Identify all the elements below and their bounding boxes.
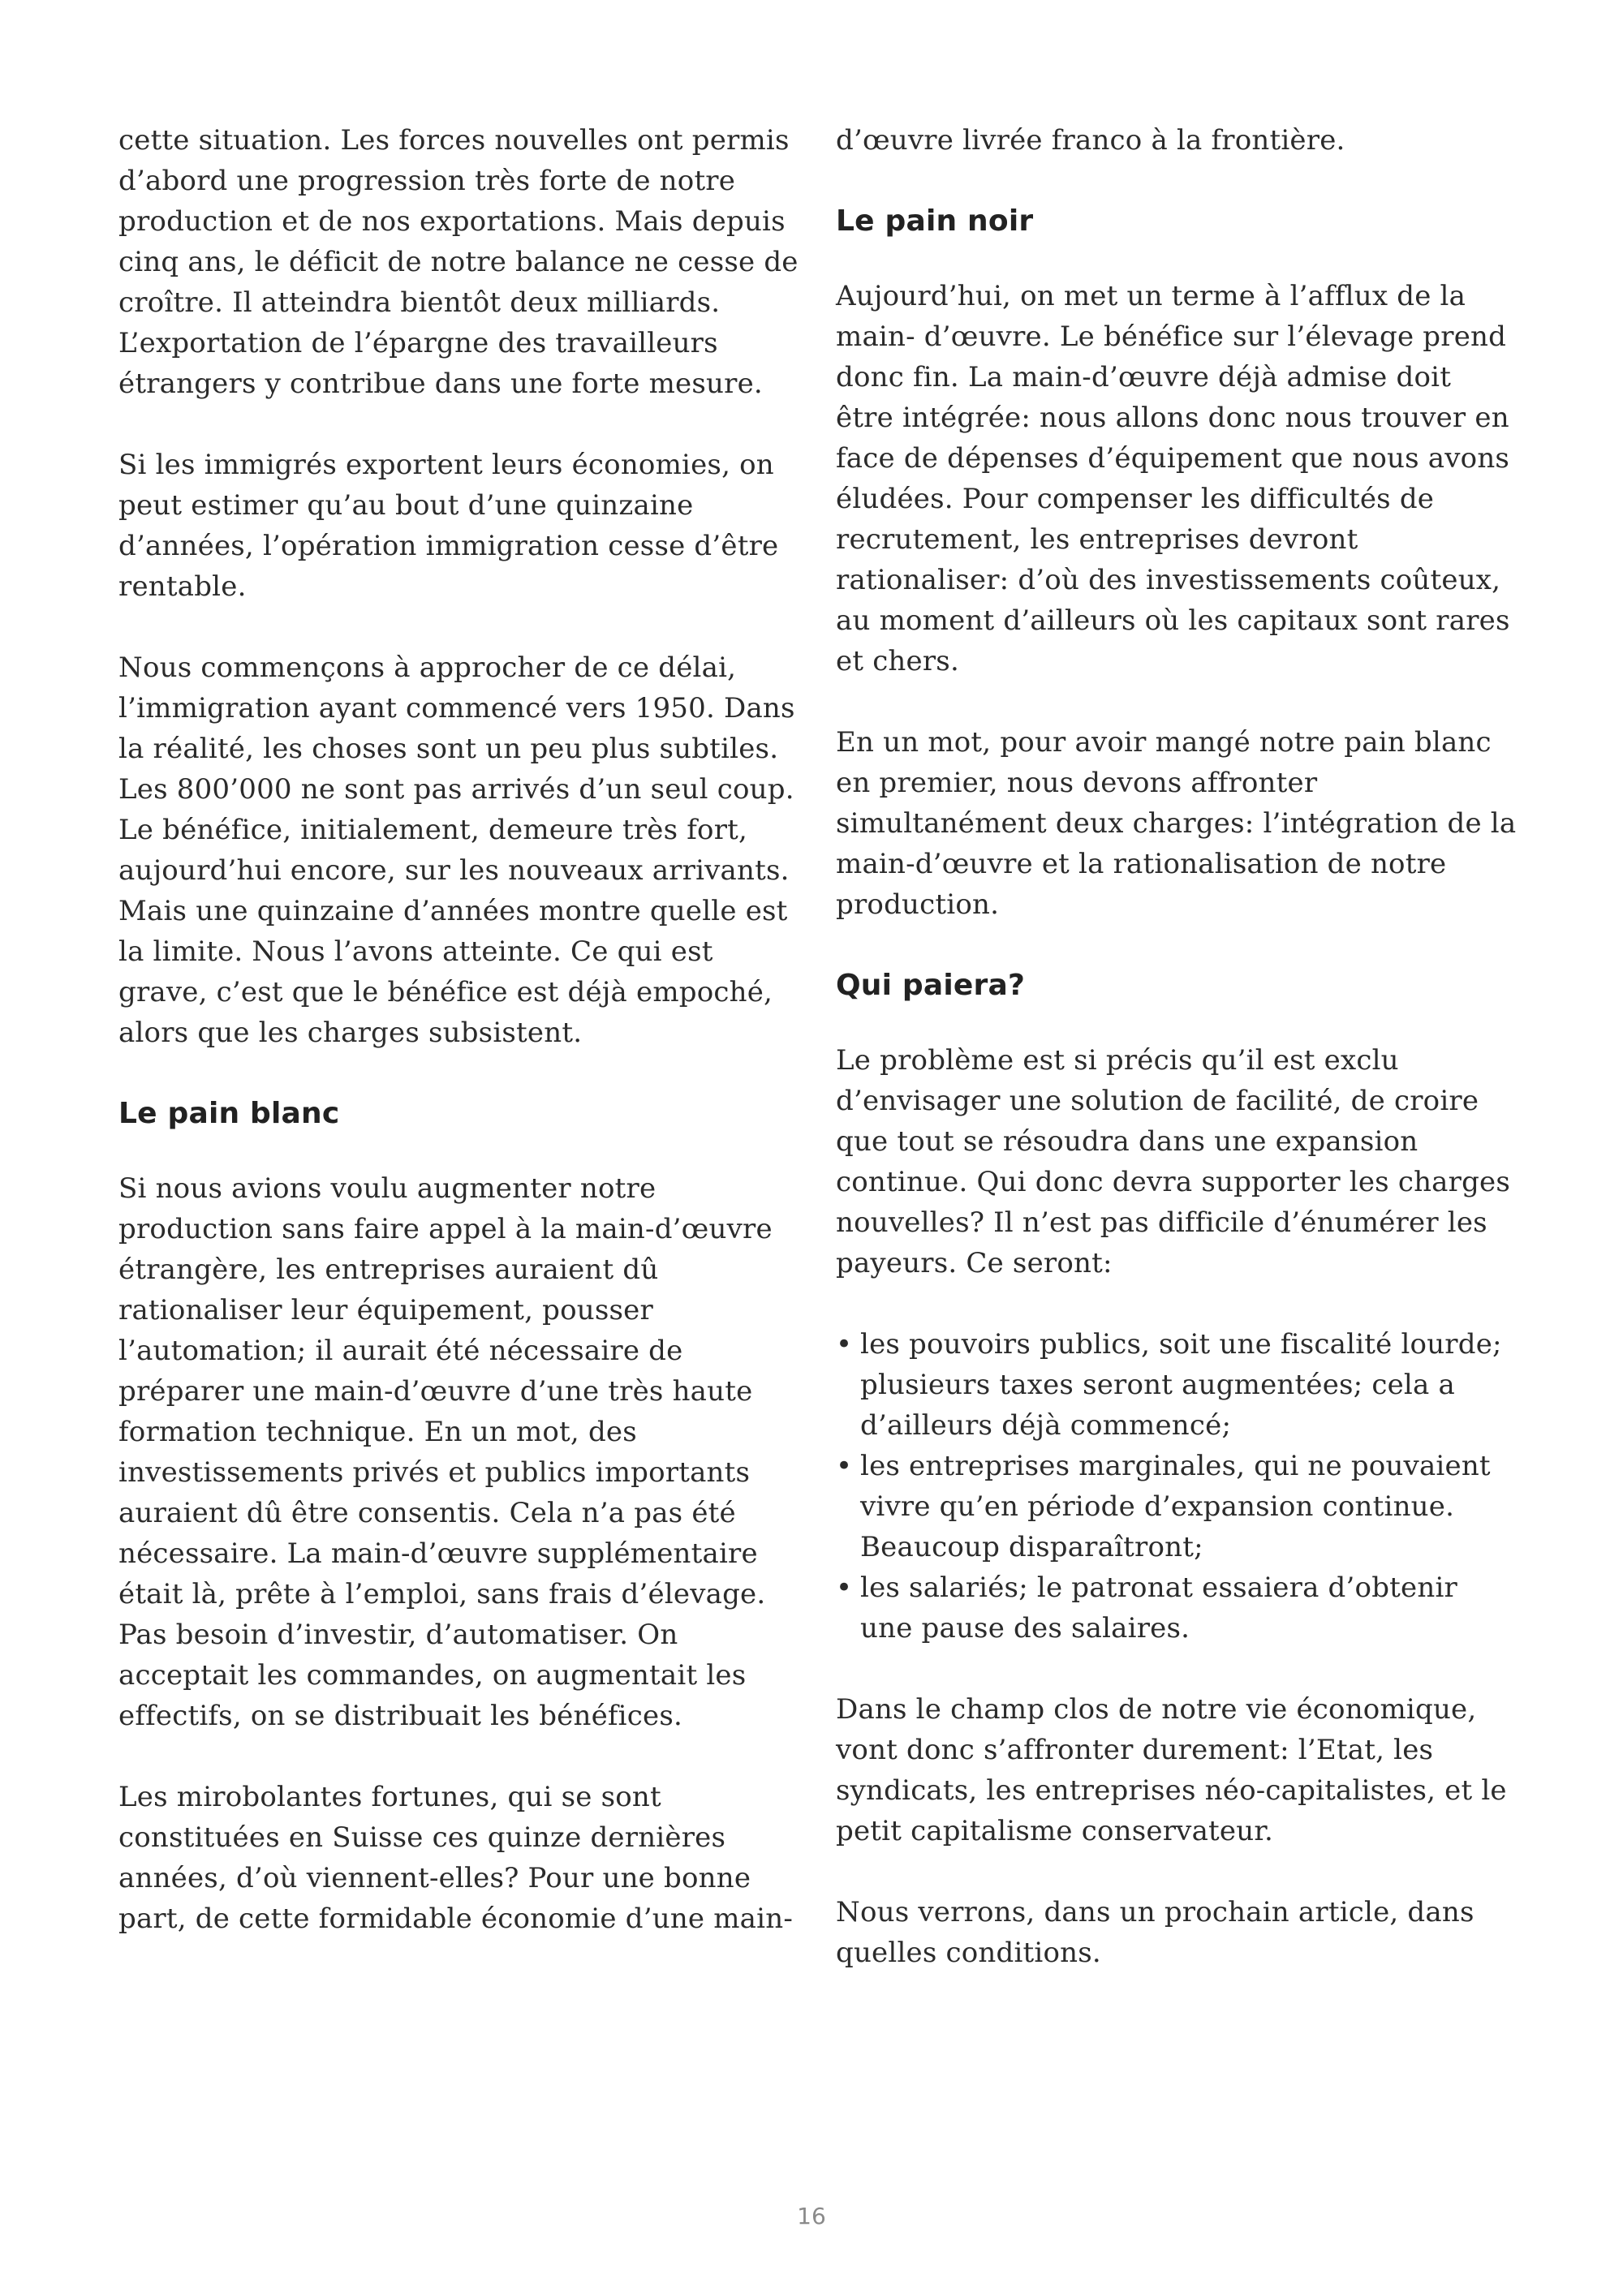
payers-list bbox=[836, 1324, 1518, 1649]
section-heading-pain-noir: Le pain noir bbox=[836, 204, 1034, 238]
paragraph: Nous verrons, dans un prochain article, dans quelles conditions. bbox=[836, 1896, 1474, 1969]
paragraph: Dans le champ clos de notre vie économique, vont donc s’affronter durement: l’Etat, les syndicats, les entreprises néo-capitalistes, et le petit capitalisme conservateur. bbox=[836, 1693, 1507, 1847]
paragraph: d’œuvre livrée franco à la frontière. bbox=[836, 124, 1345, 157]
paragraph: Le problème est si précis qu’il est exclu d’envisager une solution de facilité, de croire que tout se résoudra dans une expansion continue. Qui donc devra supporter les charges nouvelles? Il n’est pas difficile d’énumérer les payeurs. Ce seront: bbox=[836, 1044, 1511, 1279]
page-number: 16 bbox=[797, 2203, 826, 2229]
section-heading-pain-blanc: Le pain blanc bbox=[118, 1097, 340, 1130]
section-heading-qui-paiera: Qui paiera? bbox=[836, 969, 1026, 1002]
list-item: • les salariés; le patronat essaiera d’obtenir une pause des salaires. bbox=[836, 1567, 1518, 1649]
list-item: • les pouvoirs publics, soit une fiscalité lourde; plusieurs taxes seront augmentées; cela a d’ailleurs déjà commencé; bbox=[836, 1324, 1518, 1446]
paragraph: Si nous avions voulu augmenter notre production sans faire appel à la main-d’œuvre étrangère, les entreprises auraient dû rationaliser leur équipement, pousser l’automation; il aurait été nécessaire de préparer une main-d’œuvre d’une très haute formation technique. En un mot, des investissements privés et publics importants auraient dû être consentis. Cela n’a pas été nécessaire. La main-d’œuvre supplémentaire était là, prête à l’emploi, sans frais d’élevage. Pas besoin d’investir, d’automatiser. On acceptait les commandes, on augmentait les effectifs, on se distribuait les bénéfices. bbox=[118, 1172, 773, 1732]
paragraph: Nous commençons à approcher de ce délai, l’immigration ayant commencé vers 1950. Dans la réalité, les choses sont un peu plus subtiles. Les 800’000 ne sont pas arrivés d’un seul coup. Le bénéfice, initialement, demeure très fort, aujourd’hui encore, sur les nouveaux arrivants. Mais une quinzaine d’années montre quelle est la limite. Nous l’avons atteinte. Ce qui est grave, c’est que le bénéfice est déjà empoché, alors que les charges subsistent. bbox=[118, 651, 795, 1049]
paragraph: Si les immigrés exportent leurs économies, on peut estimer qu’au bout d’une quinzaine d’années, l’opération immigration cesse d’être rentable. bbox=[118, 449, 779, 603]
paragraph: En un mot, pour avoir mangé notre pain blanc en premier, nous devons affronter simultanément deux charges: l’intégration de la main-d’œuvre et la rationalisation de notre production. bbox=[836, 726, 1517, 921]
paragraph: Les mirobolantes fortunes, qui se sont constituées en Suisse ces quinze dernières années, d’où viennent-elles? Pour une bonne part, de cette formidable économie d’une main- bbox=[118, 1781, 794, 1935]
right-column bbox=[836, 120, 1518, 2014]
left-column bbox=[118, 120, 800, 1980]
paragraph: Aujourd’hui, on met un terme à l’afflux de la main- d’œuvre. Le bénéfice sur l’élevage prend donc fin. La main-d’œuvre déjà admise doit être intégrée: nous allons donc nous trouver en face de dépenses d’équipement que nous avons éludées. Pour compenser les difficultés de recrutement, les entreprises devront rationaliser: d’où des investissements coûteux, au moment d’ailleurs où les capitaux sont rares et chers. bbox=[836, 280, 1510, 677]
list-item: • les entreprises marginales, qui ne pouvaient vivre qu’en période d’expansion continue. Beaucoup disparaîtront; bbox=[836, 1446, 1518, 1567]
paragraph: cette situation. Les forces nouvelles ont permis d’abord une progression très forte de notre production et de nos exportations. Mais depuis cinq ans, le déficit de notre balance ne cesse de croître. Il atteindra bientôt deux milliards. L’exportation de l’épargne des travailleurs étrangers y contribue dans une forte mesure. bbox=[118, 124, 799, 400]
